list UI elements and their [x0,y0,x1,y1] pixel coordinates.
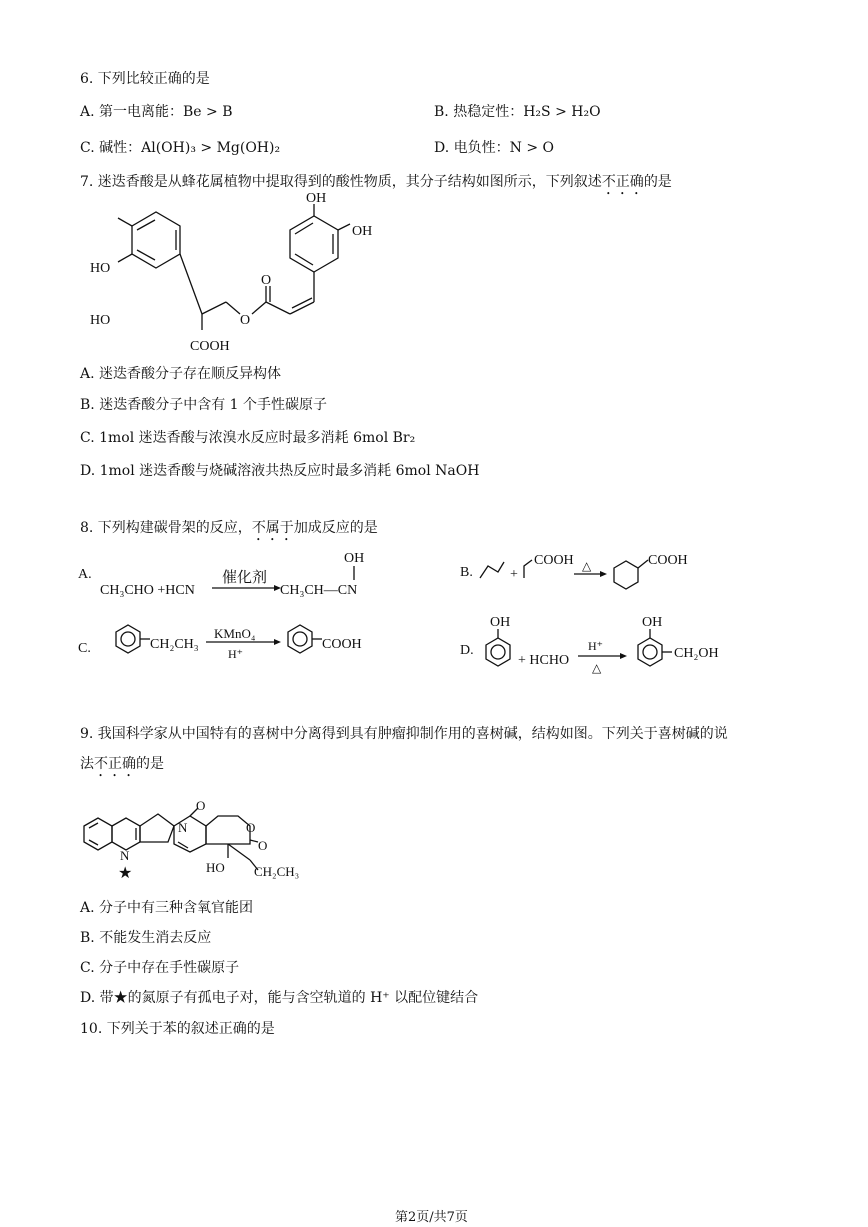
q9-option-c: C. 分子中存在手性碳原子 [80,960,240,976]
q9-stem-line2: 法不正确的是 [80,756,164,772]
q7-carbonyl-o: O [261,273,272,288]
q8-c-reagent-bottom: H⁺ [228,647,243,661]
q8-a-catalyst: 催化剂 [222,570,268,586]
q7-ester-o: O [240,313,251,328]
q8-d-oh: OH [490,615,511,630]
q6-option-b: B. 热稳定性：H₂S > H₂O [434,104,601,120]
q8-b-label: B. [460,565,473,580]
q8-c-product: COOH [322,637,362,652]
q9-option-a: A. 分子中有三种含氧官能团 [80,900,254,916]
q7-ho-top: HO [90,261,111,276]
q9-n-lactam: N [178,820,188,835]
q6-stem: 6. 下列比较正确的是 [80,71,210,87]
q7-cooh: COOH [190,339,230,354]
q8-b-cooh: COOH [534,553,574,568]
q8-a-reactants: CH₃CHO +HCN [100,583,195,598]
rosmarinic-acid-structure [80,190,400,360]
q8-reaction-a-c [76,540,406,690]
q8-stem: 8. 下列构建碳骨架的反应，不属于加成反应的是 [80,520,378,536]
page-number: 第2页/共7页 [395,1210,468,1225]
q8-a-oh: OH [344,551,365,566]
q7-option-c: C. 1mol 迷迭香酸与浓溴水反应时最多消耗 6mol Br₂ [80,430,416,446]
q7-option-b: B. 迷迭香酸分子中含有 1 个手性碳原子 [80,397,327,413]
q8-d-cond-top: H⁺ [588,639,603,653]
q9-n-quinoline: N [120,848,130,863]
q7-option-a: A. 迷迭香酸分子存在顺反异构体 [80,366,282,382]
q8-d-plus-hcho: + HCHO [518,653,570,668]
q8-b-prod-cooh: COOH [648,553,688,568]
q7-option-d: D. 1mol 迷迭香酸与烧碱溶液共热反应时最多消耗 6mol NaOH [80,463,480,479]
q7-stem: 7. 迷迭香酸是从蜂花属植物中提取得到的酸性物质，其分子结构如图所示，下列叙述不正确的是 [80,174,672,190]
q9-option-b: B. 不能发生消去反应 [80,930,212,946]
q9-ethyl: CH₂CH₃ [254,864,300,879]
q8-d-prod-oh: OH [642,615,663,630]
q9-o-top: O [196,798,206,813]
q6-option-c: C. 碱性：Al(OH)₃ > Mg(OH)₂ [80,140,281,156]
q6-option-a: A. 第一电离能：Be > B [80,104,233,120]
q9-option-d: D. 带★的氮原子有孤电子对，能与含空轨道的 H⁺ 以配位键结合 [80,990,479,1006]
q9-star: ★ [118,865,133,882]
q8-b-plus: + [510,567,518,582]
q9-o-carbonyl: O [258,838,268,853]
q7-ho-bottom: HO [90,313,111,328]
q8-c-reagent-top: KMnO₄ [214,626,256,641]
q9-stem-line1: 9. 我国科学家从中国特有的喜树中分离得到具有肿瘤抑制作用的喜树碱，结构如图。下列关于喜树碱的说 [80,726,728,742]
q8-d-prod-ch2oh: CH₂OH [674,646,719,661]
q8-b-cond: △ [582,559,592,573]
q7-oh-right: OH [352,224,373,239]
q8-d-label: D. [460,643,474,658]
q6-option-d: D. 电负性：N > O [434,140,554,156]
q9-o-ring: O [246,820,256,835]
q8-reaction-b-d [458,540,758,690]
q7-oh-top: OH [306,191,327,206]
q8-a-product: CH₃CH—CN [280,583,358,598]
camptothecin-structure [78,780,338,885]
q8-a-label: A. [78,567,92,582]
q8-c-label: C. [78,641,91,656]
q10-stem: 10. 下列关于苯的叙述正确的是 [80,1021,275,1037]
q8-d-cond-bottom: △ [592,661,602,675]
q8-c-reactant: CH₂CH₃ [150,637,199,652]
q9-ho: HO [206,860,225,875]
